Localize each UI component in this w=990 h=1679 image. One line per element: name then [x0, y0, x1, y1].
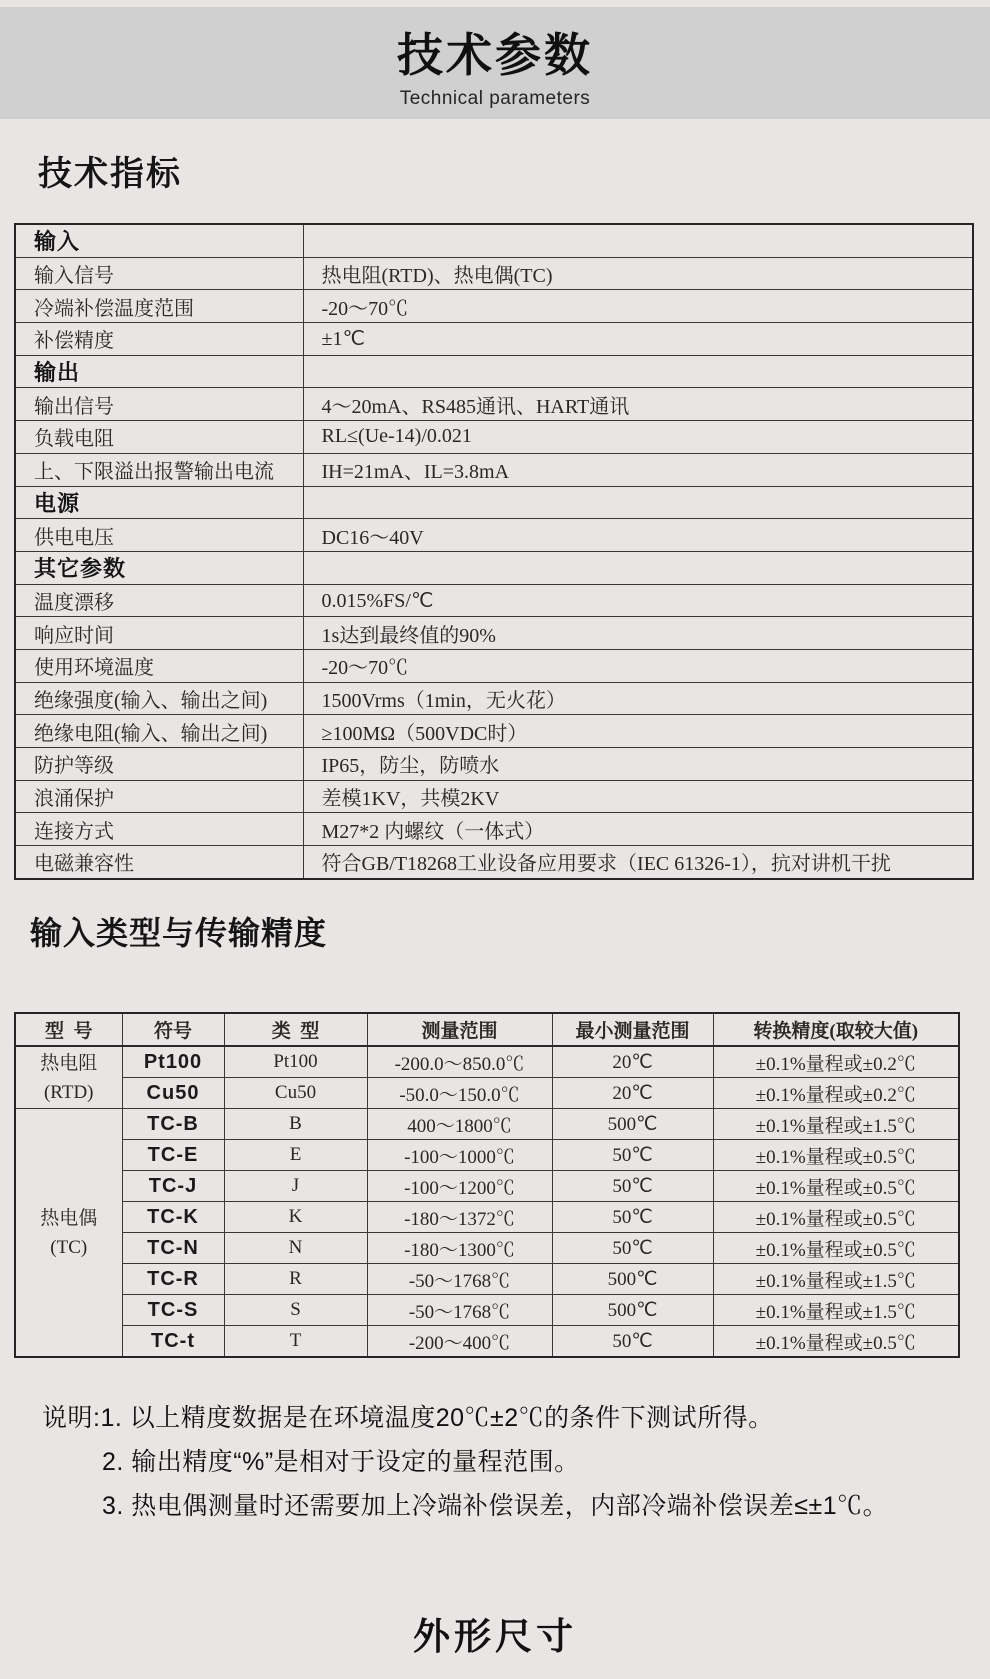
accuracy-row [15, 1326, 959, 1358]
accuracy-cell: ±0.1%量程或±0.5℃ [713, 1326, 959, 1358]
spec-value-cell [303, 224, 973, 257]
model-cell: TC-J [122, 1171, 224, 1202]
footer-heading: 外形尺寸 [413, 1616, 577, 1657]
spec-label-cell: 使用环境温度 [15, 649, 303, 682]
spec-label-cell: 绝缘电阻(输入、输出之间) [15, 715, 303, 748]
spec-label-cell: 防护等级 [15, 748, 303, 781]
accuracy-cell: ±0.1%量程或±1.5℃ [713, 1109, 959, 1140]
range-cell: -50～1768℃ [367, 1264, 552, 1295]
accuracy-row [15, 1264, 959, 1295]
spec-section-row [15, 486, 973, 519]
symbol-cell: R [224, 1264, 367, 1295]
accuracy-row [15, 1078, 959, 1109]
spec-label-cell: 电源 [15, 486, 303, 519]
spec-label-cell: 补偿精度 [15, 323, 303, 356]
spec-label-cell: 电磁兼容性 [15, 846, 303, 879]
range-cell: 400～1800℃ [367, 1109, 552, 1140]
note-item: 2. 输出精度“%”是相对于设定的量程范围。 [102, 1448, 580, 1476]
min-range-cell: 50℃ [552, 1171, 713, 1202]
min-range-cell: 50℃ [552, 1326, 713, 1358]
spec-row [15, 617, 973, 650]
spec-label-cell: 输出 [15, 355, 303, 388]
accuracy-row [15, 1233, 959, 1264]
spec-row [15, 780, 973, 813]
accuracy-column-header: 类 型 [224, 1013, 367, 1046]
symbol-cell: Cu50 [224, 1078, 367, 1109]
min-range-cell: 20℃ [552, 1078, 713, 1109]
model-cell: TC-E [122, 1140, 224, 1171]
range-cell: -200～400℃ [367, 1326, 552, 1358]
spec-label-cell: 绝缘强度(输入、输出之间) [15, 682, 303, 715]
spec-label-cell: 负载电阻 [15, 421, 303, 454]
spec-label-cell: 连接方式 [15, 813, 303, 846]
symbol-cell: E [224, 1140, 367, 1171]
spec-value-cell: M27*2 内螺纹（一体式） [303, 813, 973, 846]
spec-row [15, 846, 973, 879]
symbol-cell: Pt100 [224, 1046, 367, 1078]
specs-section-heading: 技术指标 [38, 155, 182, 193]
model-cell: TC-N [122, 1233, 224, 1264]
spec-value-cell: 4～20mA、RS485通讯、HART通讯 [303, 388, 973, 421]
spec-value-cell: 1500Vrms（1min，无火花） [303, 682, 973, 715]
note-item: 3. 热电偶测量时还需要加上冷端补偿误差，内部冷端补偿误差≤±1℃。 [102, 1492, 889, 1520]
spec-value-cell: RL≤(Ue-14)/0.021 [303, 421, 973, 454]
symbol-cell: B [224, 1109, 367, 1140]
spec-row [15, 453, 973, 486]
range-cell: -200.0～850.0℃ [367, 1046, 552, 1078]
sensor-group-name-line: (TC) [50, 1236, 88, 1258]
min-range-cell: 50℃ [552, 1233, 713, 1264]
model-cell: TC-t [122, 1326, 224, 1358]
spec-value-cell: -20～70℃ [303, 649, 973, 682]
spec-row [15, 421, 973, 454]
accuracy-row [15, 1202, 959, 1233]
range-cell: -180～1300℃ [367, 1233, 552, 1264]
spec-label-cell: 浪涌保护 [15, 780, 303, 813]
accuracy-row [15, 1046, 959, 1078]
note-line [42, 1396, 962, 1440]
spec-value-cell: IP65，防尘，防喷水 [303, 748, 973, 781]
symbol-cell: J [224, 1171, 367, 1202]
spec-label-cell: 上、下限溢出报警输出电流 [15, 453, 303, 486]
spec-row [15, 682, 973, 715]
accuracy-column-header: 测量范围 [367, 1013, 552, 1046]
accuracy-column-header: 最小测量范围 [552, 1013, 713, 1046]
spec-label-cell: 输出信号 [15, 388, 303, 421]
accuracy-cell: ±0.1%量程或±0.5℃ [713, 1140, 959, 1171]
range-cell: -50.0～150.0℃ [367, 1078, 552, 1109]
accuracy-cell: ±0.1%量程或±0.5℃ [713, 1171, 959, 1202]
spec-row [15, 257, 973, 290]
range-cell: -50～1768℃ [367, 1295, 552, 1326]
accuracy-section-heading: 输入类型与传输精度 [30, 915, 328, 951]
spec-value-cell: 0.015%FS/℃ [303, 584, 973, 617]
range-cell: -180～1372℃ [367, 1202, 552, 1233]
note-item: 1. 以上精度数据是在环境温度20℃±2℃的条件下测试所得。 [100, 1404, 774, 1432]
sensor-group-cell [15, 1109, 122, 1358]
spec-row [15, 519, 973, 552]
spec-row [15, 323, 973, 356]
range-cell: -100～1200℃ [367, 1171, 552, 1202]
spec-value-cell: DC16～40V [303, 519, 973, 552]
accuracy-column-header: 符号 [122, 1013, 224, 1046]
spec-value-cell: 差模1KV，共模2KV [303, 780, 973, 813]
spec-value-cell: IH=21mA、IL=3.8mA [303, 453, 973, 486]
spec-section-row [15, 355, 973, 388]
accuracy-cell: ±0.1%量程或±1.5℃ [713, 1295, 959, 1326]
model-cell: Pt100 [122, 1046, 224, 1078]
sensor-group-cell [15, 1046, 122, 1109]
symbol-cell: S [224, 1295, 367, 1326]
spec-label-cell: 冷端补偿温度范围 [15, 290, 303, 323]
symbol-cell: N [224, 1233, 367, 1264]
spec-label-cell: 输入 [15, 224, 303, 257]
note-line [102, 1484, 962, 1528]
model-cell: TC-K [122, 1202, 224, 1233]
notes-prefix: 说明: [42, 1404, 101, 1432]
spec-value-cell: 1s达到最终值的90% [303, 617, 973, 650]
accuracy-row [15, 1140, 959, 1171]
spec-row [15, 290, 973, 323]
min-range-cell: 50℃ [552, 1140, 713, 1171]
accuracy-row [15, 1171, 959, 1202]
min-range-cell: 20℃ [552, 1046, 713, 1078]
accuracy-column-header: 型 号 [15, 1013, 122, 1046]
spec-section-row [15, 224, 973, 257]
spec-value-cell: 热电阻(RTD)、热电偶(TC) [303, 257, 973, 290]
sensor-group-name-line: 热电阻 [40, 1052, 98, 1074]
accuracy-cell: ±0.1%量程或±0.2℃ [713, 1046, 959, 1078]
model-cell: Cu50 [122, 1078, 224, 1109]
spec-label-cell: 响应时间 [15, 617, 303, 650]
spec-label-cell: 输入信号 [15, 257, 303, 290]
spec-row [15, 813, 973, 846]
spec-label-cell: 供电电压 [15, 519, 303, 552]
accuracy-table [14, 1012, 960, 1358]
spec-label-cell: 温度漂移 [15, 584, 303, 617]
symbol-cell: T [224, 1326, 367, 1358]
model-cell: TC-S [122, 1295, 224, 1326]
spec-row [15, 748, 973, 781]
spec-row [15, 649, 973, 682]
note-line [102, 1440, 962, 1484]
min-range-cell: 50℃ [552, 1202, 713, 1233]
header-band [0, 7, 990, 119]
sensor-group-name-line: (RTD) [43, 1081, 94, 1103]
model-cell: TC-R [122, 1264, 224, 1295]
spec-row [15, 715, 973, 748]
spec-value-cell: ±1℃ [303, 323, 973, 356]
spec-section-row [15, 551, 973, 584]
notes-block [42, 1396, 962, 1528]
min-range-cell: 500℃ [552, 1264, 713, 1295]
spec-value-cell: -20～70℃ [303, 290, 973, 323]
spec-value-cell: 符合GB/T18268工业设备应用要求（IEC 61326-1），抗对讲机干扰 [303, 846, 973, 879]
accuracy-cell: ±0.1%量程或±0.2℃ [713, 1078, 959, 1109]
min-range-cell: 500℃ [552, 1109, 713, 1140]
spec-value-cell [303, 355, 973, 388]
accuracy-cell: ±0.1%量程或±1.5℃ [713, 1264, 959, 1295]
sensor-group-name-line: 热电偶 [40, 1207, 98, 1229]
page-title: 技术参数 [397, 29, 593, 81]
accuracy-cell: ±0.1%量程或±0.5℃ [713, 1233, 959, 1264]
page-subtitle: Technical parameters [399, 88, 591, 109]
accuracy-header-row [15, 1013, 959, 1046]
accuracy-column-header: 转换精度(取较大值) [713, 1013, 959, 1046]
accuracy-row [15, 1295, 959, 1326]
symbol-cell: K [224, 1202, 367, 1233]
min-range-cell: 500℃ [552, 1295, 713, 1326]
range-cell: -100～1000℃ [367, 1140, 552, 1171]
specs-table [14, 223, 974, 880]
spec-label-cell: 其它参数 [15, 551, 303, 584]
spec-value-cell [303, 551, 973, 584]
model-cell: TC-B [122, 1109, 224, 1140]
spec-value-cell: ≥100MΩ（500VDC时） [303, 715, 973, 748]
accuracy-row [15, 1109, 959, 1140]
spec-row [15, 584, 973, 617]
accuracy-cell: ±0.1%量程或±0.5℃ [713, 1202, 959, 1233]
spec-row [15, 388, 973, 421]
spec-value-cell [303, 486, 973, 519]
